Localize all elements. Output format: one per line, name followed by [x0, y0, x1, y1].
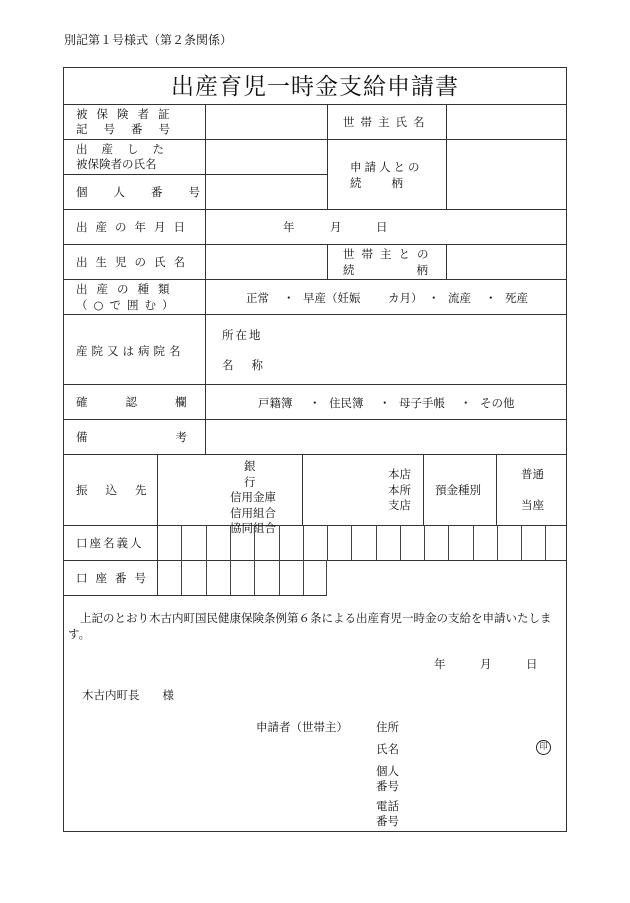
rule [302, 454, 303, 525]
rule [63, 174, 327, 175]
rule [63, 384, 567, 385]
confirmation-other[interactable]: その他 [480, 396, 515, 410]
hospital-address-label: 所在地 [222, 328, 263, 342]
rule [63, 454, 567, 455]
insurance-card-label-2 [76, 122, 192, 136]
account-holder-boxes[interactable] [158, 525, 567, 560]
account-number-boxes[interactable] [158, 560, 327, 595]
birth-type-normal[interactable]: 正常 [246, 291, 269, 305]
relation-applicant-label-2: 続柄 [350, 176, 433, 190]
confirmation-label: 確認欄 [76, 395, 225, 409]
hospital-label: 産院又は病院名 [76, 344, 185, 358]
birth-date-month: 月 [330, 220, 342, 234]
institution-shinkumi[interactable]: 信用組合 [230, 505, 276, 520]
form-number: 別記第１号様式（第２条関係） [64, 33, 233, 47]
insured-birth-label-1: 出産した [76, 142, 178, 156]
application-day: 日 [526, 657, 538, 671]
relation-head-label-1: 世帯主との [343, 247, 436, 261]
separator-dot: ・ [485, 291, 497, 305]
birth-type-options [206, 290, 567, 306]
application-month: 月 [480, 657, 492, 671]
applicant-label: 申請者（世帯主） [256, 720, 348, 734]
birth-date-day: 日 [376, 220, 388, 234]
separator-dot: ・ [379, 396, 391, 410]
household-head-name-field[interactable] [448, 106, 569, 139]
branch-branch[interactable]: 支店 [388, 498, 411, 512]
birth-date-field[interactable] [207, 211, 569, 244]
branch-list [388, 467, 422, 514]
relation-head-field[interactable] [448, 246, 569, 279]
institution-bank[interactable]: 銀行 [244, 459, 282, 489]
hospital-name-label: 名称 [222, 358, 281, 372]
deposit-type-label: 預金種別 [435, 483, 481, 497]
rule [63, 104, 567, 105]
deposit-ordinary[interactable]: 普通 [521, 467, 544, 481]
relation-head-label-2: 続柄 [343, 263, 490, 277]
insurance-card-label-1 [76, 107, 192, 121]
seal-icon: 印 [536, 740, 551, 755]
birth-type-label-2: （○で囲む） [76, 298, 180, 312]
separator-dot: ・ [283, 291, 295, 305]
institution-shinkin[interactable]: 信用金庫 [230, 490, 276, 504]
rule [63, 139, 327, 140]
rule [446, 104, 447, 209]
applicant-personal-number-label-1: 個人 [376, 764, 399, 778]
birth-type-label-1: 出産の種類 [76, 282, 179, 296]
label-text: 記号番号 [76, 122, 186, 136]
personal-number-field[interactable] [207, 176, 329, 209]
branch-main-office[interactable]: 本所 [388, 482, 411, 497]
rule [63, 209, 567, 210]
rule [496, 454, 497, 525]
institution-cooperative[interactable]: 協同組合 [230, 521, 276, 535]
birth-type-months: カ月） [388, 291, 423, 305]
hospital-name-field[interactable] [272, 350, 569, 382]
hospital-address-field[interactable] [272, 318, 569, 350]
separator-dot: ・ [460, 396, 472, 410]
bank-name-field[interactable] [159, 456, 231, 525]
applicant-personal-number-field[interactable] [404, 764, 564, 794]
separator-dot: ・ [309, 396, 321, 410]
applicant-name-field[interactable] [404, 738, 536, 760]
birth-type-miscarriage[interactable]: 流産 [448, 291, 471, 305]
rule [63, 595, 327, 596]
birth-type-stillbirth[interactable]: 死産 [505, 291, 528, 305]
separator-dot: ・ [428, 291, 440, 305]
rule [327, 139, 567, 140]
transfer-label: 振込先 [76, 483, 165, 497]
confirmation-maternal-handbook[interactable]: 母子手帳 [399, 396, 445, 410]
rule [63, 244, 567, 245]
branch-head-office[interactable]: 本店 [388, 467, 411, 481]
confirmation-resident-register[interactable]: 住民簿 [329, 396, 364, 410]
applicant-address-label: 住所 [376, 720, 399, 734]
applicant-personal-number-label-2: 番号 [376, 779, 399, 793]
insured-birth-label-2: 被保険者の氏名 [76, 157, 157, 171]
remarks-field[interactable] [207, 421, 569, 454]
label-text: 被保険者証 [76, 107, 179, 121]
insurance-card-number-field[interactable] [207, 106, 329, 139]
rule [423, 454, 424, 525]
rule [63, 419, 567, 420]
applicant-phone-label-1: 電話 [376, 799, 399, 813]
household-head-name-label: 世帯主氏名 [343, 115, 431, 129]
deposit-current[interactable]: 当座 [521, 498, 544, 512]
relation-applicant-label-1: 申請人との [350, 160, 423, 174]
account-number-label: 口座番号 [76, 571, 154, 585]
rule [63, 314, 567, 315]
remarks-label: 備考 [76, 430, 275, 444]
applicant-phone-label-2: 番号 [376, 814, 399, 828]
applicant-address-field[interactable] [404, 716, 564, 738]
applicant-name-label: 氏名 [376, 742, 399, 756]
branch-name-field[interactable] [304, 456, 388, 525]
addressee: 木古内町長 様 [82, 688, 174, 702]
relation-applicant-field[interactable] [448, 141, 569, 209]
birth-type-premature[interactable]: 早産（妊娠 [303, 291, 361, 305]
baby-name-field[interactable] [207, 246, 329, 279]
rule [63, 279, 567, 280]
baby-name-label: 出生児の氏名 [76, 255, 193, 269]
confirmation-options [206, 395, 567, 411]
birth-date-label: 出産の年月日 [76, 220, 193, 234]
insured-name-field[interactable] [207, 141, 329, 174]
application-statement: 上記のとおり木古内町国民健康保険条例第６条による出産育児一時金の支給を申請いたします。 [68, 611, 552, 641]
applicant-phone-field[interactable] [404, 799, 564, 829]
birth-date-year: 年 [283, 220, 295, 234]
confirmation-family-register[interactable]: 戸籍簿 [258, 396, 293, 410]
application-year: 年 [434, 657, 446, 671]
account-holder-label: 口座名義人 [76, 536, 144, 550]
personal-number-label: 個人番号 [76, 185, 226, 199]
form-title: 出産育児一時金支給申請書 [171, 74, 459, 100]
